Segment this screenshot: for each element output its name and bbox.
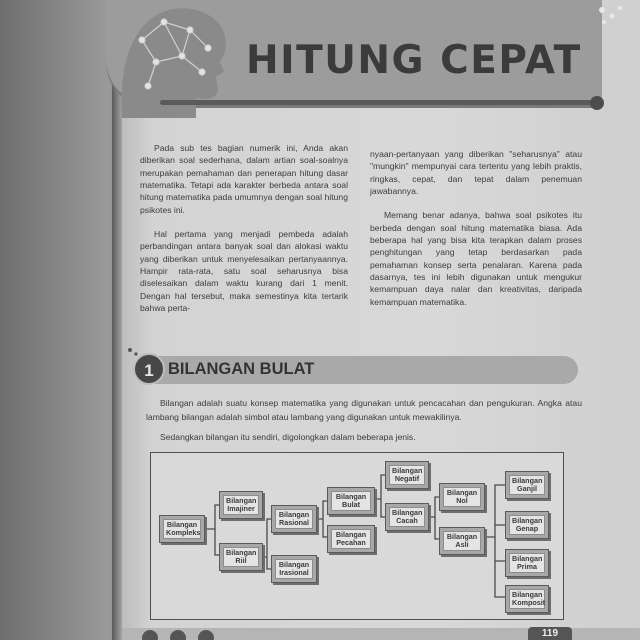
intro-column-left bbox=[140, 142, 348, 326]
page-title: HITUNG CEPAT bbox=[246, 38, 582, 83]
intro-paragraph: Memang benar adanya, bahwa soal psikotes itu berbeda dengan soal hitung matematika biasa. Ada beberapa hal yang bisa kita terapkan dalam proses penghitungan yang tetap berdasarkan pada pemahaman konsep serta penalaran. Karena pada dasarnya, tes ini lebih digunakan untuk mengukur kemampuan daya nalar dan kreativitas, daripada kemampuan matematika. bbox=[370, 210, 582, 307]
section-number-badge: 1 bbox=[133, 353, 165, 385]
node-label: Bilangan Rasional bbox=[275, 509, 313, 530]
diagram-node-cacah bbox=[385, 503, 429, 531]
diagram-node-rasional bbox=[271, 505, 317, 533]
diagram-node-ganjil bbox=[505, 471, 549, 499]
number-classification-diagram bbox=[150, 452, 564, 620]
diagram-node-asli bbox=[439, 527, 485, 555]
diagram-node-komposit bbox=[505, 585, 549, 613]
node-label: Bilangan Irasional bbox=[275, 559, 313, 580]
section-paragraph: Bilangan adalah suatu konsep matematika yang digunakan untuk pencacahan dan pengukuran. Angka atau lambang bilangan adalah simbol atau lambang yang digunakan untuk mewakilinya. bbox=[146, 398, 582, 422]
footer-circle-icons bbox=[140, 628, 230, 640]
section-paragraph: Sedangkan bilangan itu sendiri, digolongkan dalam beberapa jenis. bbox=[160, 432, 416, 442]
node-label: Bilangan Bulat bbox=[331, 491, 371, 512]
node-label: Bilangan Prima bbox=[509, 553, 545, 574]
banner-underline bbox=[160, 100, 596, 105]
intro-paragraph: Hal pertama yang menjadi pembeda adalah perbandingan antara banyak soal dan alokasi waktu yang diberikan untuk menyelesaikan pertanyaannya. Hampir rata-rata, satu soal seharusnya bisa diselesaikan dalam waktu kurang dari 1 menit. Dengan hal tersebut, maka semestinya kita tertarik bahwa perta- bbox=[140, 229, 348, 314]
node-label: Bilangan Genap bbox=[509, 515, 545, 536]
diagram-node-nol bbox=[439, 483, 485, 511]
left-page-edge bbox=[0, 0, 128, 640]
node-label: Bilangan Cacah bbox=[389, 507, 425, 528]
diagram-node-genap bbox=[505, 511, 549, 539]
node-label: Bilangan Pecahan bbox=[331, 529, 371, 550]
diagram-node-pecahan bbox=[327, 525, 375, 553]
node-label: Bilangan Ganjil bbox=[509, 475, 545, 496]
node-label: Bilangan Asli bbox=[443, 531, 481, 552]
node-label: Bilangan Komposit bbox=[509, 589, 545, 610]
diagram-node-prima bbox=[505, 549, 549, 577]
diagram-node-imajiner bbox=[219, 491, 263, 519]
intro-paragraph: Pada sub tes bagian numerik ini, Anda akan diberikan soal sederhana, dalam artian soal-soalnya merupakan pemahaman dan penerapan hitung dasar matematika. Tetapi ada karakter berbeda antara soal hitung matematika pada umumnya dengan soal hitung psikotes ini. bbox=[140, 143, 348, 215]
section-title: BILANGAN BULAT bbox=[168, 360, 315, 378]
diagram-node-kompleks bbox=[159, 515, 205, 543]
corner-dots-decoration bbox=[592, 2, 632, 32]
diagram-node-irasional bbox=[271, 555, 317, 583]
diagram-node-negatif bbox=[385, 461, 429, 489]
node-label: Bilangan Negatif bbox=[389, 465, 425, 486]
node-label: Bilangan Riil bbox=[223, 547, 259, 568]
intro-paragraph: nyaan-pertanyaan yang diberikan "seharusnya" atau "mungkin" mempunyai cara tertentu yang lebih praktis, ringkas, cepat, dan tepat dalam penemuan jawabannya. bbox=[370, 149, 582, 197]
intro-column-right bbox=[370, 148, 582, 320]
node-label: Bilangan Imajiner bbox=[223, 495, 259, 516]
node-label: Bilangan Nol bbox=[443, 487, 481, 508]
node-label: Bilangan Kompleks bbox=[163, 519, 201, 540]
diagram-node-bulat bbox=[327, 487, 375, 515]
banner-end-dot bbox=[590, 96, 604, 110]
page-number: 119 bbox=[528, 627, 572, 640]
diagram-node-riil bbox=[219, 543, 263, 571]
